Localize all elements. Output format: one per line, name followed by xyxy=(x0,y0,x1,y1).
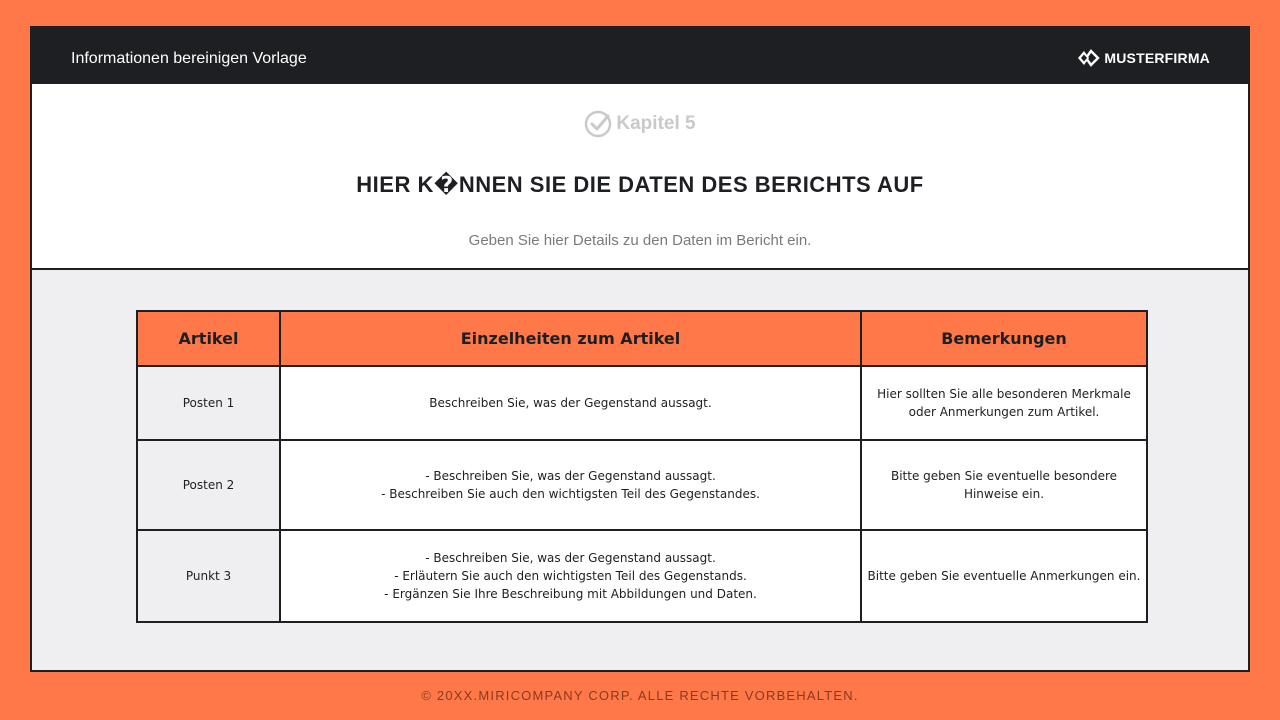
chapter-text: Kapitel 5 xyxy=(616,113,696,134)
details-cell xyxy=(280,366,861,440)
report-table-container xyxy=(136,310,1146,623)
remarks-cell xyxy=(861,530,1147,622)
details-line: - Beschreiben Sie auch den wichtigsten Teil des Gegenstandes. xyxy=(381,487,760,501)
brand-name: MUSTERFIRMA xyxy=(1104,50,1210,66)
top-bar xyxy=(32,28,1248,84)
remarks-cell xyxy=(861,366,1147,440)
details-line: - Beschreiben Sie, was der Gegenstand aussagt. xyxy=(425,551,716,565)
table-row xyxy=(137,440,1147,530)
remarks-line: Bitte geben Sie eventuelle Anmerkungen ein. xyxy=(867,569,1141,583)
header-einzelheiten: Einzelheiten zum Artikel xyxy=(280,311,861,366)
remarks-line: Bitte geben Sie eventuelle besondere Hinweise ein. xyxy=(890,469,1118,501)
intro-panel xyxy=(32,84,1248,270)
remarks-cell xyxy=(861,440,1147,530)
table-row xyxy=(137,530,1147,622)
report-table xyxy=(136,310,1148,623)
brand-logo xyxy=(1076,46,1210,70)
header-artikel: Artikel xyxy=(137,311,280,366)
document-title: Informationen bereinigen Vorlage xyxy=(71,50,307,67)
check-circle-icon xyxy=(584,110,612,138)
page-headline: HIER K�NNEN SIE DIE DATEN DES BERICHTS AUF xyxy=(356,172,924,197)
item-cell: Posten 2 xyxy=(137,440,280,530)
details-cell xyxy=(280,530,861,622)
header-bemerkungen: Bemerkungen xyxy=(861,311,1147,366)
details-line: - Ergänzen Sie Ihre Beschreibung mit Abbildungen und Daten. xyxy=(384,587,757,601)
slide-frame xyxy=(30,26,1250,672)
details-line: - Erläutern Sie auch den wichtigsten Teil des Gegenstands. xyxy=(394,569,747,583)
details-line: Beschreiben Sie, was der Gegenstand aussagt. xyxy=(429,396,712,410)
item-cell: Punkt 3 xyxy=(137,530,280,622)
table-row xyxy=(137,366,1147,440)
item-cell: Posten 1 xyxy=(137,366,280,440)
details-cell xyxy=(280,440,861,530)
page-subtitle: Geben Sie hier Details zu den Daten im Bericht ein. xyxy=(468,232,812,249)
remarks-line: oder Anmerkungen zum Artikel. xyxy=(908,405,1100,419)
diamond-logo-icon xyxy=(1076,49,1100,67)
table-header-row xyxy=(137,311,1147,366)
chapter-label xyxy=(32,110,1248,138)
remarks-line: Hier sollten Sie alle besonderen Merkmale xyxy=(877,387,1131,401)
details-line: - Beschreiben Sie, was der Gegenstand aussagt. xyxy=(425,469,716,483)
copyright-footer: © 20XX.MIRICOMPANY CORP. ALLE RECHTE VORBEHALTEN. xyxy=(421,688,859,703)
